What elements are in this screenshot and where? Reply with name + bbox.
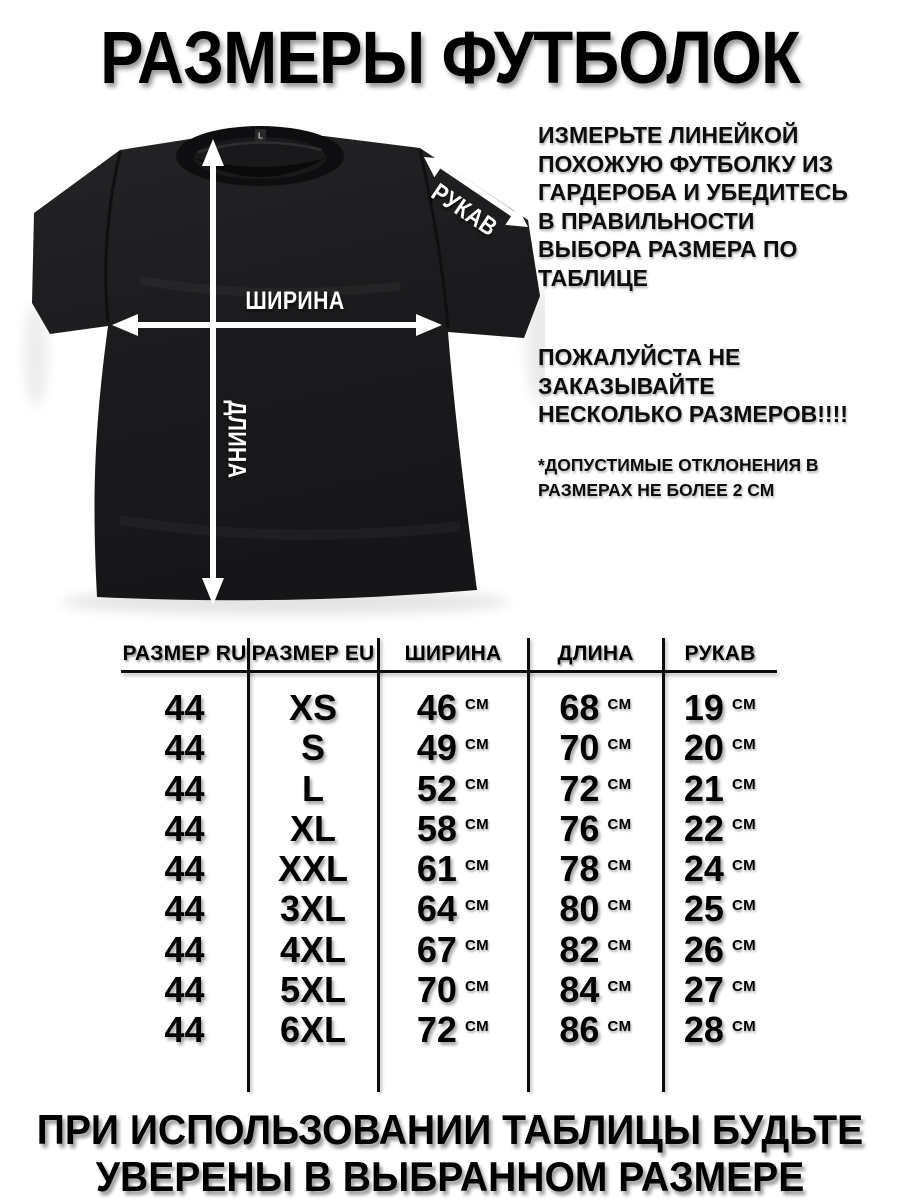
length-value: 68 (559, 687, 600, 728)
header-sleeve: РУКАВ (684, 642, 756, 665)
unit-label: СМ (607, 776, 632, 794)
collar-tag-letter: L (258, 131, 263, 141)
table-row (121, 848, 777, 888)
tshirt-photo (0, 100, 545, 630)
unit-label: СМ (731, 776, 757, 794)
unit-label: СМ (464, 977, 490, 995)
cell-sleeve (663, 1009, 777, 1051)
unit-label: СМ (731, 1017, 757, 1035)
unit-label: СМ (731, 816, 757, 834)
unit-label: СМ (731, 735, 757, 753)
width-label: ШИРИНА (245, 287, 345, 315)
measure-instructions (538, 121, 848, 292)
cell-length (528, 929, 663, 971)
table-row (121, 768, 777, 808)
length-arrow-line (210, 162, 216, 580)
width-arrow-line (132, 322, 422, 328)
length-value: 84 (559, 969, 600, 1011)
unit-label: СМ (731, 856, 757, 874)
cell-size-eu: 3XL (279, 888, 347, 930)
cell-width (378, 768, 528, 810)
unit-label: СМ (464, 856, 490, 874)
warning-line: НЕСКОЛЬКО РАЗМЕРОВ!!!! (538, 401, 848, 427)
header-size-eu: РАЗМЕР EU (251, 642, 375, 665)
cell-size-eu: S (300, 727, 325, 769)
cell-length (528, 888, 663, 930)
table-row (121, 1009, 777, 1049)
table-header-row (121, 636, 777, 672)
instruction-line: ГАРДЕРОБА И УБЕДИТЕСЬ (538, 179, 848, 205)
cell-length (528, 687, 663, 729)
width-value: 52 (416, 767, 457, 809)
cell-length (528, 727, 663, 769)
cell-sleeve (663, 888, 777, 930)
cell-size-ru: 44 (164, 888, 205, 930)
cell-sleeve (663, 727, 777, 769)
cell-width (378, 808, 528, 850)
width-value: 64 (416, 888, 457, 930)
footer-line: ПРИ ИСПОЛЬЗОВАНИИ ТАБЛИЦЫ БУДЬТЕ (36, 1106, 864, 1153)
sleeve-value: 27 (683, 969, 724, 1011)
width-value: 46 (416, 687, 457, 728)
unit-label: СМ (607, 816, 632, 834)
width-value: 58 (416, 807, 457, 849)
table-row (121, 808, 777, 848)
width-value: 49 (416, 727, 457, 769)
cell-length (528, 808, 663, 850)
cell-size-eu: 6XL (279, 1009, 347, 1051)
cell-size-ru: 44 (164, 848, 205, 890)
unit-label: СМ (731, 896, 757, 914)
cell-width (378, 727, 528, 769)
cell-size-eu: XL (289, 807, 336, 849)
cell-sleeve (663, 929, 777, 971)
cell-size-ru: 44 (164, 767, 205, 809)
cell-size-ru: 44 (164, 687, 205, 728)
cell-length (528, 848, 663, 890)
length-value: 72 (559, 767, 600, 809)
cell-size-ru: 44 (164, 727, 205, 769)
cell-size-ru: 44 (164, 928, 205, 970)
sleeve-value: 28 (683, 1009, 724, 1051)
length-value: 82 (559, 928, 600, 970)
cell-length (528, 768, 663, 810)
cell-size-eu: L (302, 767, 324, 809)
tolerance-line: РАЗМЕРАХ НЕ БОЛЕЕ 2 СМ (538, 479, 775, 500)
instruction-line: ТАБЛИЦЕ (538, 264, 648, 291)
unit-label: СМ (731, 695, 757, 713)
length-value: 78 (559, 848, 600, 890)
length-value: 70 (559, 727, 600, 769)
cell-sleeve (663, 768, 777, 810)
instruction-line: В ПРАВИЛЬНОСТИ (538, 207, 755, 234)
width-value: 70 (416, 969, 457, 1011)
tshirt-diagram (0, 100, 545, 630)
header-divider (121, 670, 777, 673)
sleeve-value: 22 (683, 807, 724, 849)
sleeve-label: РУКАВ (426, 178, 503, 243)
width-value: 61 (416, 848, 457, 890)
unit-label: СМ (607, 1017, 632, 1035)
cell-width (378, 929, 528, 971)
unit-label: СМ (464, 896, 490, 914)
table-body (121, 687, 777, 1050)
tolerance-line: *ДОПУСТИМЫЕ ОТКЛОНЕНИЯ В (538, 455, 819, 475)
unit-label: СМ (464, 776, 490, 794)
cell-size-ru: 44 (164, 807, 205, 849)
instruction-line: ИЗМЕРЬТЕ ЛИНЕЙКОЙ (538, 122, 799, 148)
instruction-line: ПОХОЖУЮ ФУТБОЛКУ ИЗ (538, 150, 834, 177)
table-row (121, 888, 777, 928)
collar (176, 126, 344, 186)
length-label: ДЛИНА (222, 400, 251, 479)
header-length: ДЛИНА (557, 642, 634, 665)
cell-width (378, 969, 528, 1011)
sleeve-value: 25 (683, 888, 724, 930)
length-value: 86 (559, 1009, 600, 1051)
cell-sleeve (663, 808, 777, 850)
cell-sleeve (663, 969, 777, 1011)
cell-size-eu: 5XL (279, 969, 347, 1011)
cell-size-eu: XS (288, 687, 338, 728)
sleeve-value: 24 (683, 848, 724, 890)
unit-label: СМ (607, 977, 632, 995)
header-size-ru: РАЗМЕР RU (122, 642, 247, 665)
cell-width (378, 1009, 528, 1051)
sleeve-value: 26 (683, 928, 724, 970)
cell-size-ru: 44 (164, 1009, 205, 1051)
cell-length (528, 969, 663, 1011)
table-row (121, 929, 777, 969)
cell-width (378, 888, 528, 930)
unit-label: СМ (607, 735, 632, 753)
warning-line: ПОЖАЛУЙСТА НЕ (538, 344, 741, 370)
cell-size-eu: 4XL (279, 928, 347, 970)
sleeve-value: 21 (683, 767, 724, 809)
unit-label: СМ (464, 937, 490, 955)
warning-text (538, 343, 848, 429)
cell-size-eu: XXL (277, 848, 348, 890)
cell-sleeve (663, 687, 777, 729)
unit-label: СМ (607, 856, 632, 874)
footer-note (32, 1106, 869, 1200)
cell-length (528, 1009, 663, 1051)
warning-line: ЗАКАЗЫВАЙТЕ (538, 372, 715, 399)
length-value: 76 (559, 807, 600, 849)
tolerance-note (538, 453, 819, 502)
cell-width (378, 848, 528, 890)
unit-label: СМ (607, 896, 632, 914)
width-value: 67 (416, 928, 457, 970)
length-value: 80 (559, 888, 600, 930)
unit-label: СМ (464, 695, 490, 713)
table-row (121, 687, 777, 727)
sleeve-value: 20 (683, 727, 724, 769)
unit-label: СМ (464, 1017, 490, 1035)
cell-sleeve (663, 848, 777, 890)
sleeve-value: 19 (683, 687, 724, 728)
unit-label: СМ (607, 695, 632, 713)
table-row (121, 727, 777, 767)
instruction-line: ВЫБОРА РАЗМЕРА ПО (538, 236, 798, 262)
unit-label: СМ (731, 977, 757, 995)
unit-label: СМ (731, 937, 757, 955)
table-row (121, 969, 777, 1009)
page-title: РАЗМЕРЫ ФУТБОЛОК (100, 16, 800, 99)
unit-label: СМ (464, 816, 490, 834)
footer-line: УВЕРЕНЫ В ВЫБРАННОМ РАЗМЕРЕ (95, 1153, 805, 1200)
unit-label: СМ (464, 735, 490, 753)
header-width: ШИРИНА (404, 642, 502, 665)
cell-width (378, 687, 528, 729)
cell-size-ru: 44 (164, 969, 205, 1011)
unit-label: СМ (607, 937, 632, 955)
width-value: 72 (416, 1009, 457, 1051)
